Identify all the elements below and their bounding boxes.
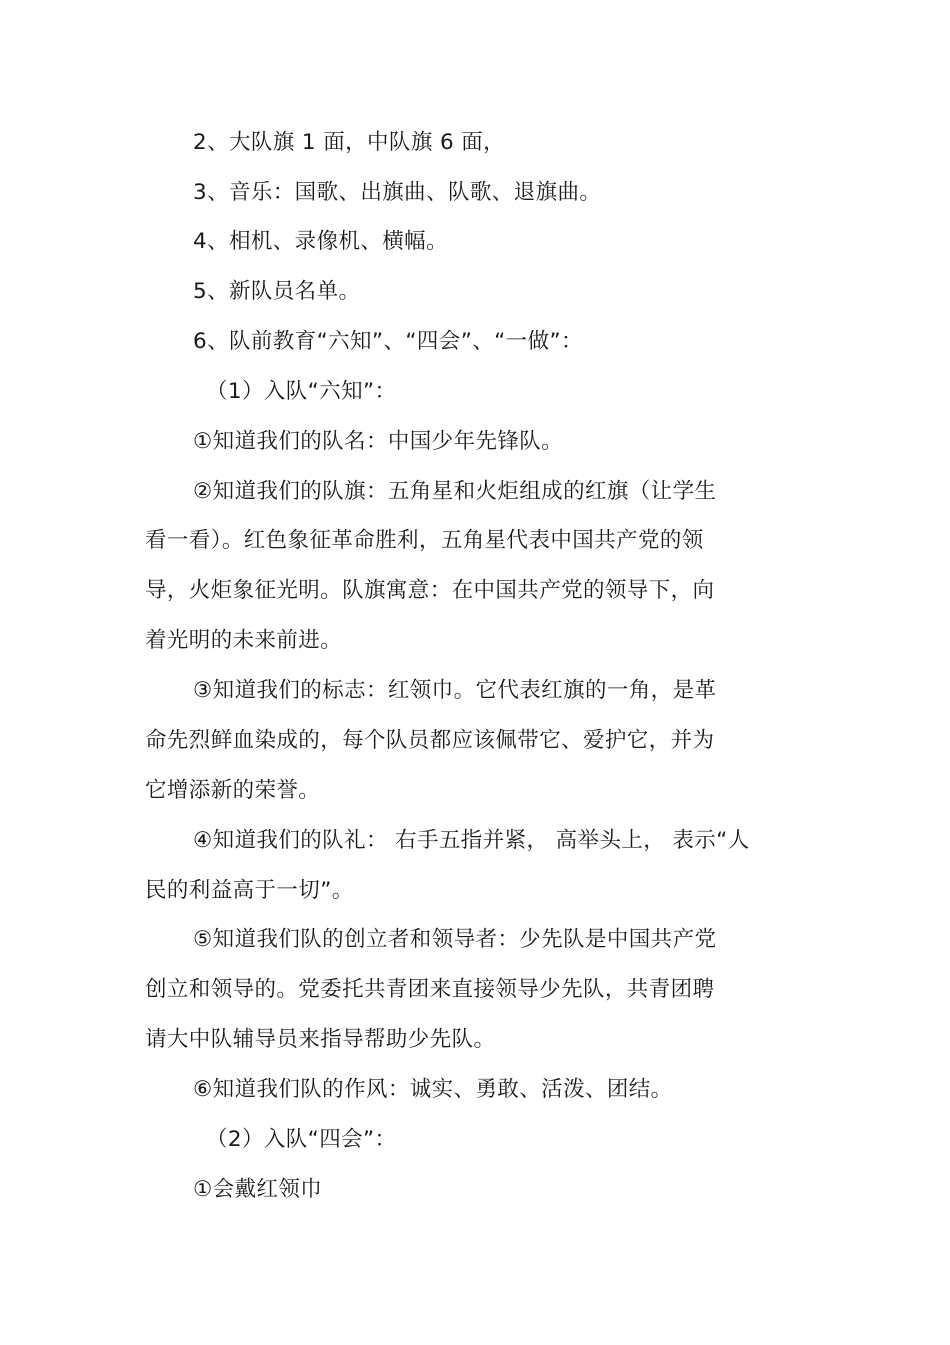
- paragraph-line: 请大中队辅导员来指导帮助少先队。: [145, 1027, 496, 1052]
- paragraph-line: 民的利益高于一切”。: [145, 878, 354, 903]
- paragraph-line: ①会戴红领巾: [193, 1177, 323, 1202]
- text-line-item-3: 3、音乐：国歌、出旗曲、队歌、退旗曲。: [193, 180, 602, 205]
- paragraph-line: 看一看）。红色象征革命胜利，五角星代表中国共产党的领: [145, 528, 704, 553]
- paragraph-line: ①知道我们的队名：中国少年先锋队。: [193, 429, 564, 454]
- text-line-item-2: 2、大队旗 1 面，中队旗 6 面，: [193, 130, 506, 155]
- text-line-item-5: 5、新队员名单。: [193, 279, 361, 304]
- paragraph-line: 命先烈鲜血染成的，每个队员都应该佩带它、爱护它，并为: [145, 728, 715, 753]
- paragraph-line: 导，火炬象征光明。队旗寓意：在中国共产党的领导下，向: [145, 578, 715, 603]
- paragraph-line: ③知道我们的标志：红领巾。它代表红旗的一角，是革: [193, 678, 717, 703]
- paragraph-line: ⑤知道我们队的创立者和领导者：少先队是中国共产党: [193, 927, 717, 952]
- text-line-item-4: 4、相机、录像机、横幅。: [193, 229, 448, 254]
- subheading-four-skills: （2）入队“四会”：: [206, 1127, 397, 1152]
- paragraph-line: 它增添新的荣誉。: [145, 778, 321, 803]
- paragraph-line: ④知道我们的队礼： 右手五指并紧， 高举头上， 表示“人: [193, 828, 750, 853]
- paragraph-line: ②知道我们的队旗：五角星和火炬组成的红旗（让学生: [193, 479, 717, 504]
- text-line-item-6: 6、队前教育“六知”、“四会”、“一做”：: [193, 329, 583, 354]
- subheading-six-knows: （1）入队“六知”：: [206, 379, 397, 404]
- paragraph-line: 着光明的未来前进。: [145, 628, 343, 653]
- paragraph-line: ⑥知道我们队的作风：诚实、勇敢、活泼、团结。: [193, 1077, 673, 1102]
- paragraph-line: 创立和领导的。党委托共青团来直接领导少先队，共青团聘: [145, 977, 715, 1002]
